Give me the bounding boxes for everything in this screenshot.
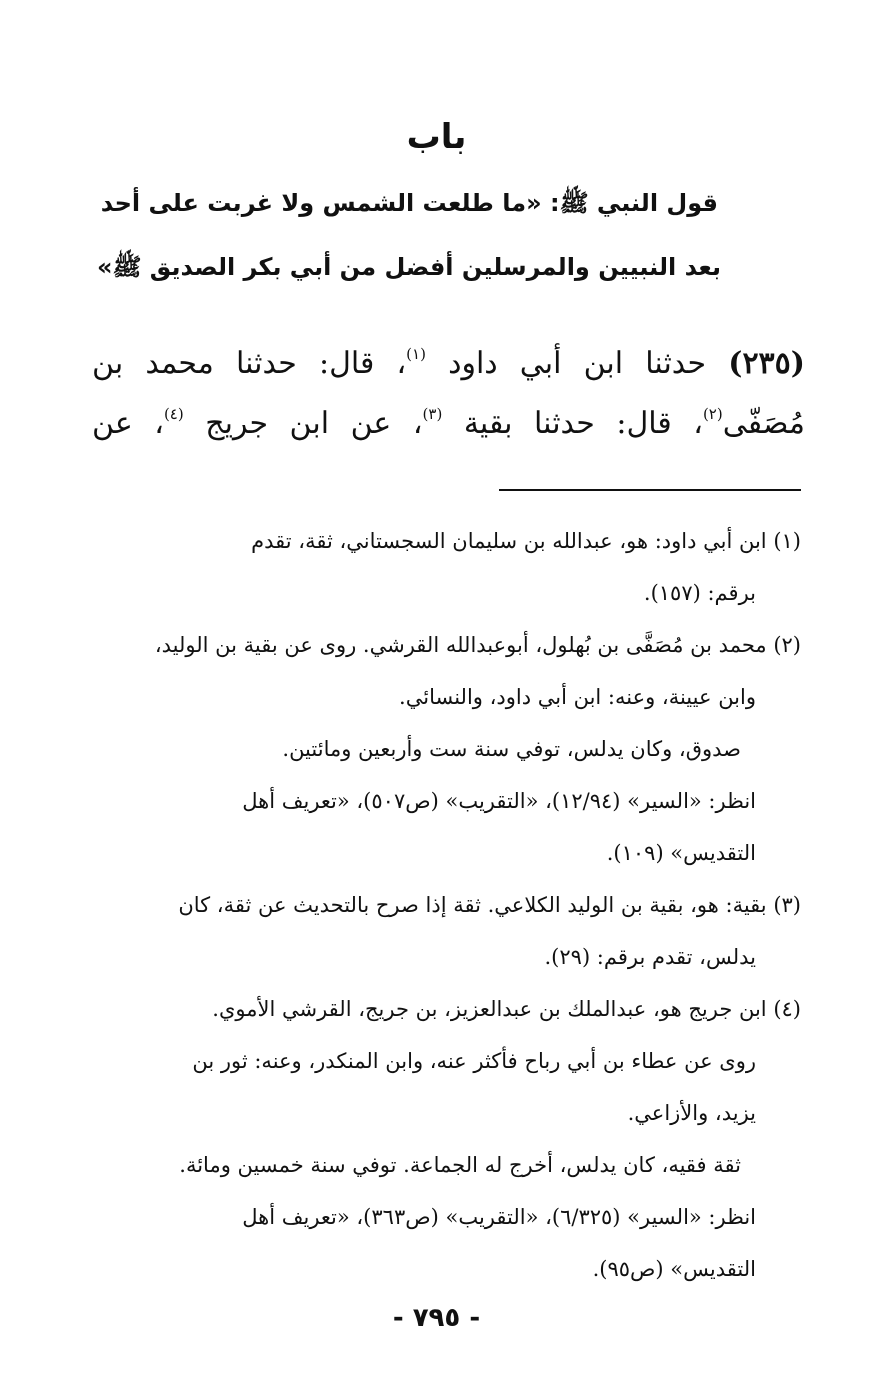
hadith-text-segment: حدثنا ابن أبي داود xyxy=(448,346,707,381)
footnote-1 xyxy=(90,515,801,619)
hadith-text xyxy=(92,334,805,454)
hadith-text-segment: ، عن ابن جريج xyxy=(205,406,423,441)
footnote-line: (٣) بقية: هو، بقية بن الوليد الكلاعي. ثقة إذا صرح بالتحديث عن ثقة، كان xyxy=(178,893,801,917)
footnote-line: (٢) محمد بن مُصَفَّى بن بُهلول، أبوعبدالله القرشي. روى عن بقية بن الوليد، xyxy=(154,633,801,657)
footnote-line: برقم: (١٥٧). xyxy=(643,581,756,605)
chapter-title: باب xyxy=(406,117,467,157)
footnote-line: انظر: «السير» (٦/٣٢٥)، «التقريب» (ص٣٦٣)، «تعريف أهل xyxy=(242,1205,756,1229)
footnote-line: ثقة فقيه، كان يدلس، أخرج له الجماعة. توفي سنة خمسين ومائة. xyxy=(179,1153,741,1177)
hadith-text-segment: ، قال: حدثنا بقية xyxy=(463,406,703,441)
footnote-line: روى عن عطاء بن أبي رباح فأكثر عنه، وابن المنكدر، وعنه: ثور بن xyxy=(192,1049,756,1073)
footnote-ref-2[interactable]: (٢) xyxy=(702,405,723,423)
footnotes xyxy=(90,515,801,1295)
hadith-line-1 xyxy=(92,334,805,394)
page-number: - ٧٩٥ - xyxy=(392,1303,481,1333)
footnote-line: يزيد، والأزاعي. xyxy=(627,1101,756,1125)
footnote-line: (١) ابن أبي داود: هو، عبدالله بن سليمان السجستاني، ثقة، تقدم xyxy=(251,529,801,553)
footnote-ref-4[interactable]: (٤) xyxy=(163,405,184,423)
footnote-4 xyxy=(90,983,801,1295)
footnote-separator xyxy=(499,489,801,491)
hadith-text-segment: مُصَفّى xyxy=(722,406,805,441)
hadith-number: (٢٣٥) xyxy=(728,346,805,381)
heading-line-1: قول النبي ﷺ: «ما طلعت الشمس ولا غربت على أحد xyxy=(100,189,718,217)
footnote-line: صدوق، وكان يدلس، توفي سنة ست وأربعين ومائتين. xyxy=(282,737,741,761)
hadith-line-2 xyxy=(92,394,805,454)
footnote-line: يدلس، تقدم برقم: (٢٩). xyxy=(544,945,756,969)
footnote-line: التقديس» (ص٩٥). xyxy=(592,1257,756,1281)
hadith-text-segment: ، قال: حدثنا محمد بن xyxy=(92,346,407,381)
hadith-text-segment: ، عن xyxy=(92,406,164,441)
footnote-ref-3[interactable]: (٣) xyxy=(422,405,443,423)
footnote-line: التقديس» (١٠٩). xyxy=(606,841,756,865)
footnote-line: وابن عيينة، وعنه: ابن أبي داود، والنسائي. xyxy=(399,685,756,709)
footnote-line: انظر: «السير» (١٢/٩٤)، «التقريب» (ص٥٠٧)، «تعريف أهل xyxy=(242,789,756,813)
footnote-3 xyxy=(90,879,801,983)
footnote-ref-1[interactable]: (١) xyxy=(406,345,426,363)
heading-line-2: بعد النبيين والمرسلين أفضل من أبي بكر الصديق ﷺ» xyxy=(96,253,721,281)
footnote-2 xyxy=(90,619,801,879)
footnote-line: (٤) ابن جريج هو، عبدالملك بن عبدالعزيز، بن جريج، القرشي الأموي. xyxy=(212,997,801,1021)
